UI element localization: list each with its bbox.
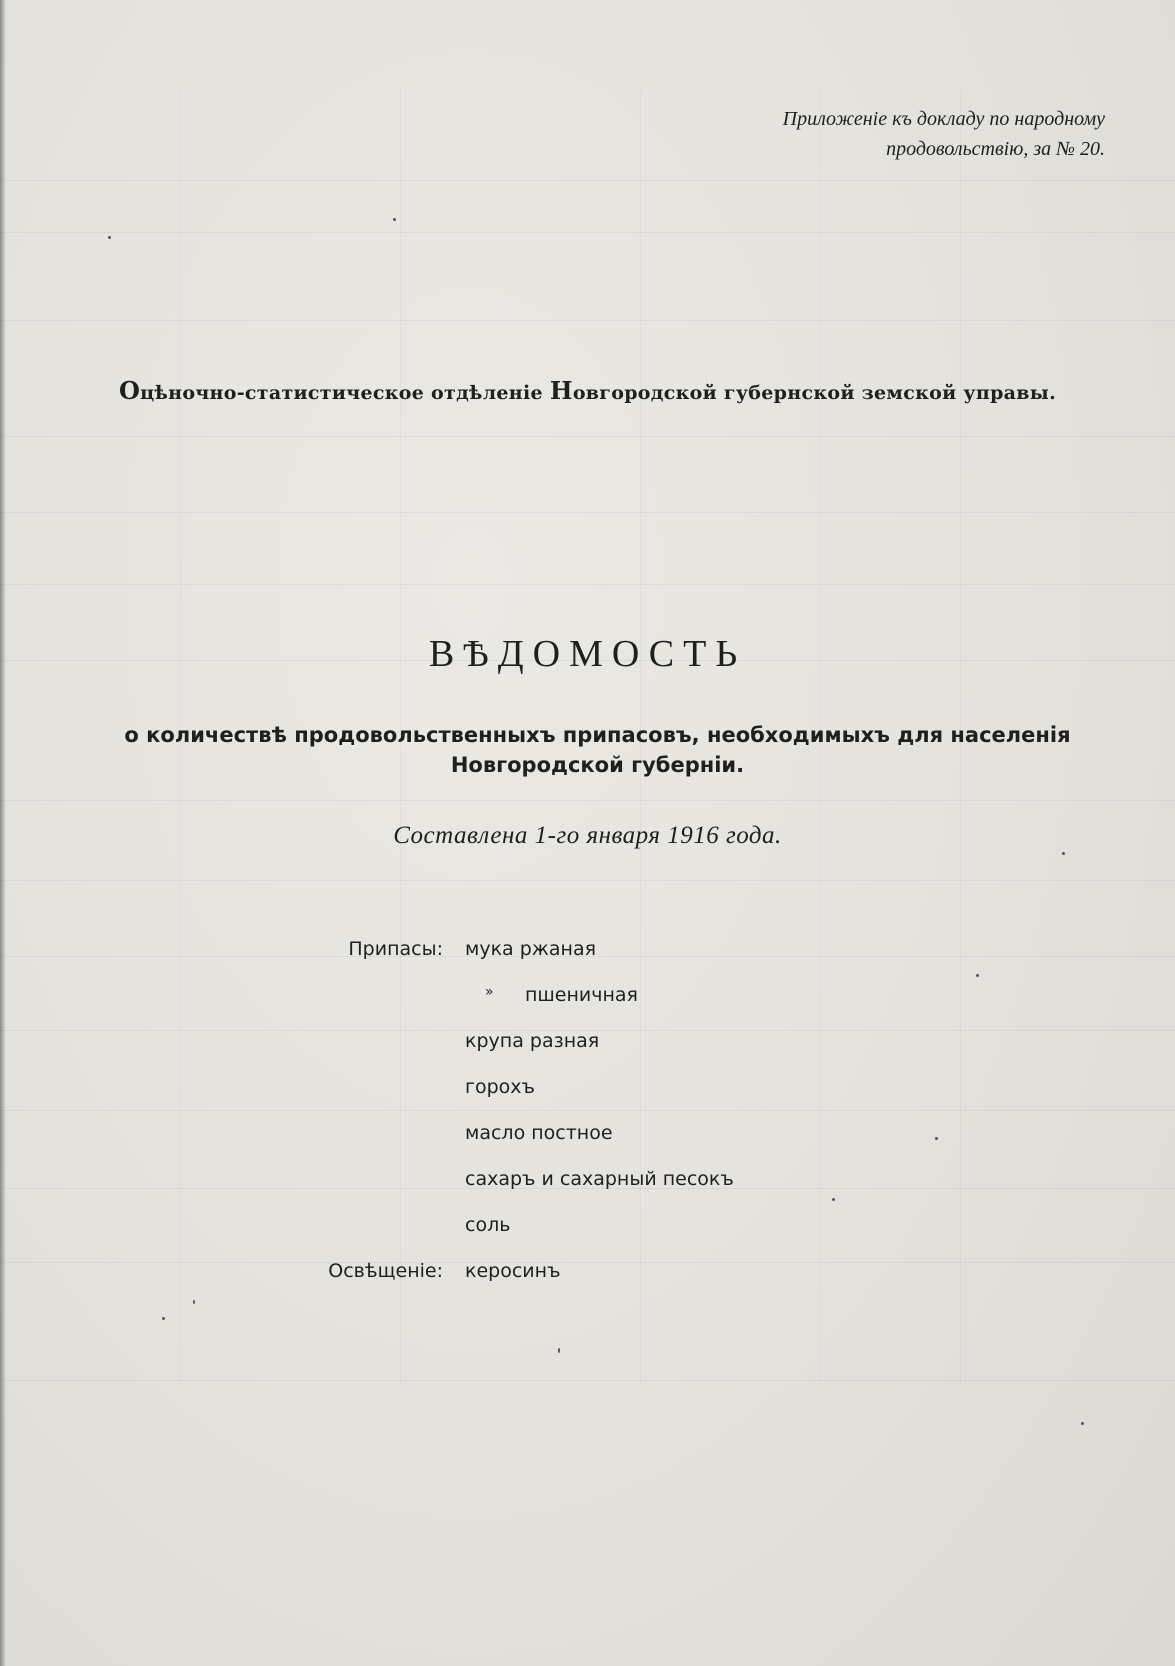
document-title: ВѢДОМОСТЬ	[428, 633, 747, 675]
appendix-note-line-2: продовольствiю, за № 20.	[886, 138, 1105, 160]
supply-item: масло постное	[465, 1122, 613, 1144]
office-heading-part-2: овгородской губернской земской управы.	[572, 382, 1057, 404]
list-item	[0, 1122, 1175, 1162]
print-speck	[1062, 852, 1065, 855]
office-heading-part-1: цѣночно-статистическое отдѣленiе	[140, 382, 550, 404]
list-item	[0, 984, 1175, 1024]
list-item	[0, 1076, 1175, 1116]
supply-item: пшеничная	[525, 984, 638, 1006]
bleed-line	[0, 436, 1175, 437]
bleed-line	[0, 880, 1175, 881]
bleed-line	[0, 232, 1175, 233]
lighting-label: Освѣщенiе:	[328, 1260, 443, 1282]
office-initial-1: О	[118, 376, 141, 405]
bleed-line	[0, 180, 1175, 181]
supply-item: крупа разная	[465, 1030, 600, 1052]
supplies-label: Припасы:	[348, 938, 443, 960]
supply-item: мука ржаная	[465, 938, 597, 960]
print-speck	[1081, 1422, 1084, 1425]
bleed-line	[0, 512, 1175, 513]
bleed-line	[0, 800, 1175, 801]
supply-item: соль	[465, 1214, 511, 1236]
appendix-note-line-1: Приложенiе къ докладу по народному	[782, 108, 1105, 130]
supply-item: сахаръ и сахарный песокъ	[465, 1168, 734, 1190]
subtitle-line-2: Новгородской губернiи.	[450, 753, 745, 777]
list-item	[0, 1030, 1175, 1070]
print-speck	[976, 974, 979, 977]
bleed-line	[0, 584, 1175, 585]
list-item	[0, 1168, 1175, 1208]
compiled-date: Составлена 1-го января 1916 года.	[393, 822, 782, 849]
list-item	[0, 1214, 1175, 1254]
office-heading	[0, 376, 1175, 405]
print-speck	[558, 1348, 560, 1353]
ditto-mark: »	[485, 984, 494, 1000]
lighting-item: керосинъ	[465, 1260, 561, 1282]
bleed-line	[0, 320, 1175, 321]
print-speck	[162, 1317, 165, 1320]
list-item	[0, 1260, 1175, 1300]
subtitle-line-1: о количествѣ продовольственныхъ припасовъ, необходимыхъ для населенiя	[124, 723, 1071, 747]
print-speck	[108, 236, 111, 239]
bleed-line	[0, 1380, 1175, 1381]
document-subtitle	[60, 720, 1135, 780]
list-item	[0, 938, 1175, 978]
supply-item: горохъ	[465, 1076, 535, 1098]
print-speck	[832, 1198, 835, 1201]
print-speck	[935, 1137, 938, 1140]
appendix-note	[645, 104, 1105, 164]
print-speck	[393, 218, 396, 221]
office-initial-2: Н	[549, 376, 573, 405]
print-speck	[193, 1300, 195, 1304]
